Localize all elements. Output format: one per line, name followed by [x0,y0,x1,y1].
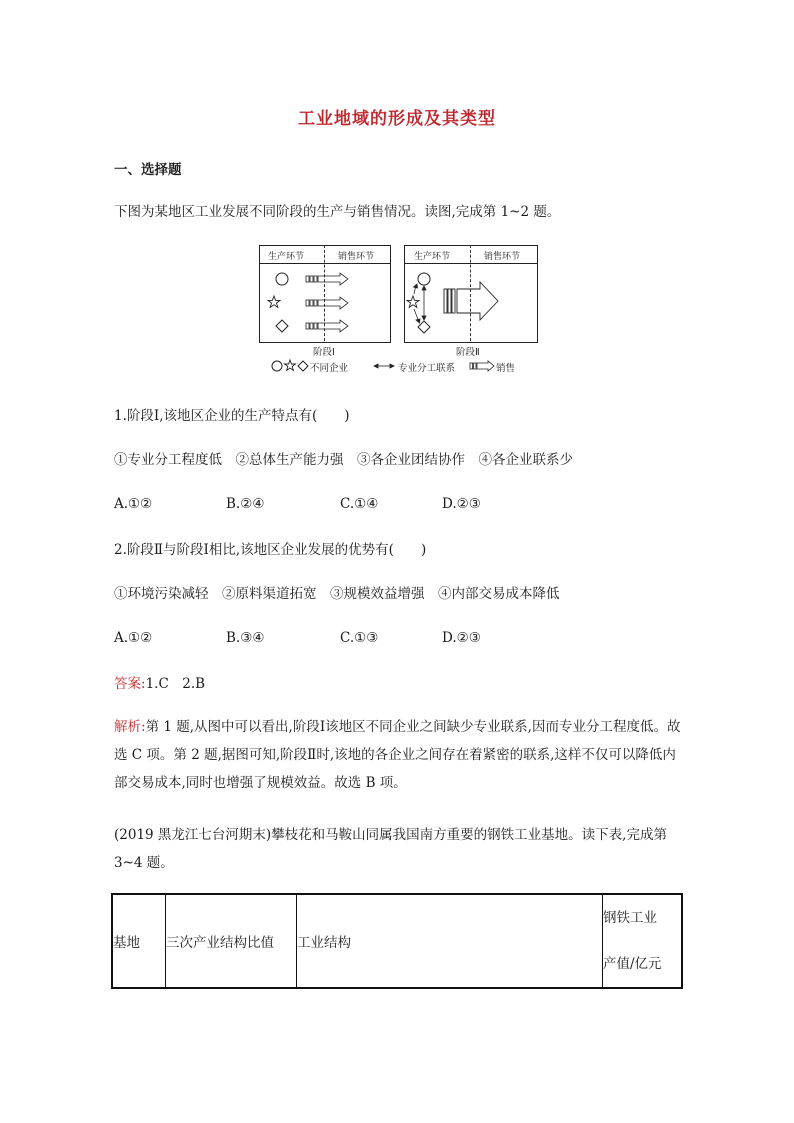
intro-text: 下图为某地区工业发展不同阶段的生产与销售情况。读图,完成第 1~2 题。 [114,204,561,220]
header-steel-output-line1: 钢铁工业 [603,910,657,926]
question-2-stem: 2.阶段Ⅱ与阶段Ⅰ相比,该地区企业发展的优势有( ) [114,542,427,558]
stage-diagram [258,244,538,376]
analysis-label: 解析: [114,719,146,735]
analysis-text: 第 1 题,从图中可以看出,阶段Ⅰ该地区不同企业之间缺少专业联系,因而专业分工程度低。故选 C 项。第 2 题,据图可知,阶段Ⅱ时,该地的各企业之间存在着紧密的联系,这样不仅可以降低内部交易成本,同时也增强了规模效益。故选 B 项。 [114,719,681,791]
intro-2-text: (2019 黑龙江七台河期末)攀枝花和马鞍山同属我国南方重要的钢铁工业基地。读下表,完成第 3~4 题。 [114,827,667,871]
company-diamond-icon [276,320,288,332]
option-c[interactable]: C.①④ [340,496,379,512]
legend-companies-label: 不同企业 [310,363,349,374]
option-c[interactable]: C.①③ [340,630,379,646]
company-star-icon [407,296,419,307]
question-2-statements: ①环境污染减轻 ②原料渠道拓宽 ③规模效益增强 ④内部交易成本降低 [114,586,560,602]
stage1-caption: 阶段Ⅰ [313,347,335,358]
header-industry-ratio: 三次产业结构比值 [166,894,297,988]
page-title: 工业地域的形成及其类型 [298,109,496,129]
question-1-statements: ①专业分工程度低 ②总体生产能力强 ③各企业团结协作 ④各企业联系少 [114,452,573,468]
option-b[interactable]: B.③④ [226,630,265,646]
answer-line [114,674,205,694]
header-steel-output [603,894,683,988]
sales-arrow-2 [306,297,348,309]
stage2-caption: 阶段Ⅱ [456,347,480,358]
answer-label: 答案: [114,676,146,692]
header-base: 基地 [112,894,166,988]
section-heading: 一、选择题 [114,162,182,178]
option-a[interactable]: A.①② [114,496,153,512]
stage2-sales-label: 销售环节 [484,252,521,262]
legend-link-label: 专业分工联系 [398,363,456,374]
data-table [111,893,683,989]
legend-sales-icon [470,361,494,371]
company-circle-icon [418,273,430,285]
stage2-production-label: 生产环节 [414,252,451,262]
header-steel-output-line2: 产值/亿元 [603,956,662,972]
diagram-shapes [258,244,538,376]
option-d[interactable]: D.②③ [442,630,481,646]
option-d[interactable]: D.②③ [442,496,481,512]
header-industry-structure: 工业结构 [297,894,603,988]
legend-link-icon [374,364,394,368]
stage1-sales-label: 销售环节 [338,252,375,262]
answer-text: 1.C 2.B [145,676,206,692]
stage1-production-label: 生产环节 [268,252,305,262]
question-1-stem: 1.阶段Ⅰ,该地区企业的生产特点有( ) [114,408,350,424]
sales-arrow-3 [306,320,348,332]
option-b[interactable]: B.②④ [226,496,265,512]
sales-arrow-1 [306,273,348,285]
legend-sales-label: 销售 [496,363,516,374]
big-sales-arrow [444,282,498,320]
company-circle-icon [276,273,288,285]
option-a[interactable]: A.①② [114,630,153,646]
analysis-paragraph [114,713,684,797]
table-header-row [112,894,682,988]
company-star-icon [268,296,280,307]
